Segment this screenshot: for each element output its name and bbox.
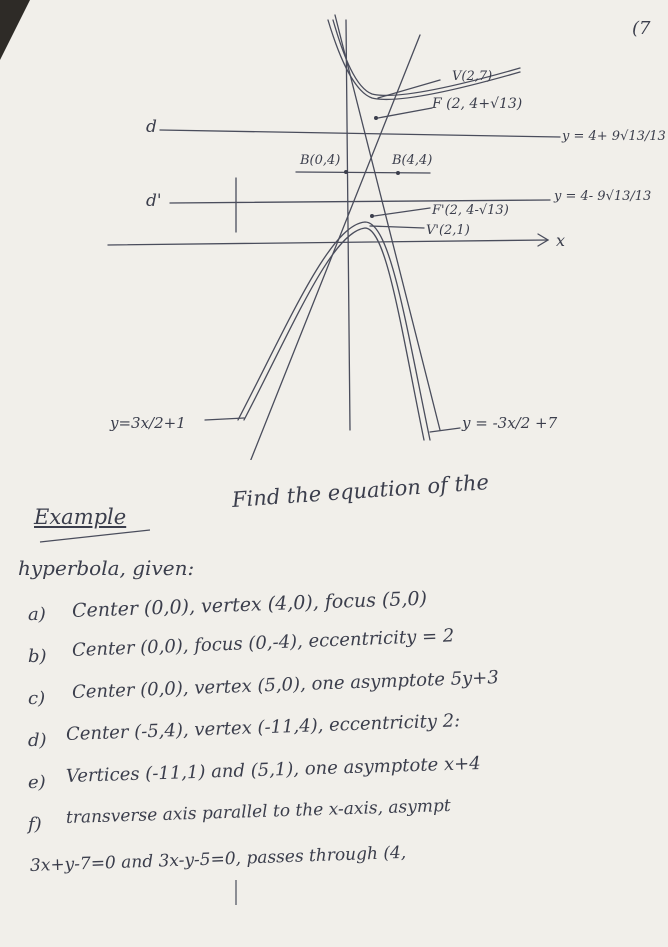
minor-axis-line <box>296 172 430 173</box>
focus-lower-dot <box>370 214 374 218</box>
lower-branch <box>238 222 430 440</box>
directrix-lower-label: d' <box>146 191 162 211</box>
item-d-marker: d) <box>28 730 47 751</box>
page-number: (7 <box>632 18 651 39</box>
directrix-lower-equation: y = 4- 9√13/13 <box>554 189 652 204</box>
focus-upper-dot <box>374 116 378 120</box>
item-e-text: Vertices (-11,1) and (5,1), one asymptote x+4 <box>65 752 481 787</box>
item-d-text: Center (-5,4), vertex (-11,4), eccentricity 2: <box>65 710 461 745</box>
heading-underline-2 <box>40 530 150 542</box>
directrix-upper-label: d <box>146 117 157 137</box>
minor-right-label: B(4,4) <box>392 153 433 168</box>
asymptote-right-equation: y = -3x/2 +7 <box>462 414 558 432</box>
item-f-marker: f) <box>28 814 42 835</box>
item-f-continuation: 3x+y-7=0 and 3x-y-5=0, passes through (4, <box>29 842 407 876</box>
directrix-upper-equation: y = 4+ 9√13/13 <box>562 129 666 144</box>
axis-of-symmetry <box>346 20 350 430</box>
x-axis-label: x <box>556 231 566 250</box>
item-c-text: Center (0,0), vertex (5,0), one asymptote 5y+3 <box>71 667 500 703</box>
vertex-upper-leader <box>378 80 440 98</box>
item-a-text: Center (0,0), vertex (4,0), focus (5,0) <box>71 587 428 622</box>
item-c-marker: c) <box>28 688 46 709</box>
item-f-text: transverse axis parallel to the x-axis, asympt <box>65 795 451 828</box>
directrix-d-line <box>160 130 560 137</box>
asymptote-right-leader <box>430 428 460 432</box>
item-b-text: Center (0,0), focus (0,-4), eccentricity = 2 <box>71 625 455 661</box>
focus-upper-label: F (2, 4+√13) <box>432 96 523 112</box>
upper-branch <box>328 20 520 99</box>
focus-lower-label: F'(2, 4-√13) <box>432 203 509 218</box>
item-b-marker: b) <box>28 646 47 667</box>
minor-left-dot <box>344 170 348 174</box>
example-heading: Example <box>34 505 127 529</box>
focus-lower-leader <box>374 208 430 216</box>
vertex-lower-label: V'(2,1) <box>426 223 470 238</box>
item-a-marker: a) <box>28 604 46 625</box>
vertex-lower-leader <box>370 226 424 228</box>
asymptote-left-equation: y=3x/2+1 <box>110 414 186 432</box>
vertex-upper-label: V(2,7) <box>452 69 493 84</box>
example-prompt-line-1: Find the equation of the <box>231 470 490 512</box>
focus-upper-leader <box>378 108 432 118</box>
minor-right-dot <box>396 171 400 175</box>
hyperbola-sketch <box>0 0 668 460</box>
example-prompt-line-2: hyperbola, given: <box>18 556 195 580</box>
item-e-marker: e) <box>28 772 46 793</box>
x-axis-line <box>108 240 548 245</box>
minor-left-label: B(0,4) <box>300 153 341 168</box>
